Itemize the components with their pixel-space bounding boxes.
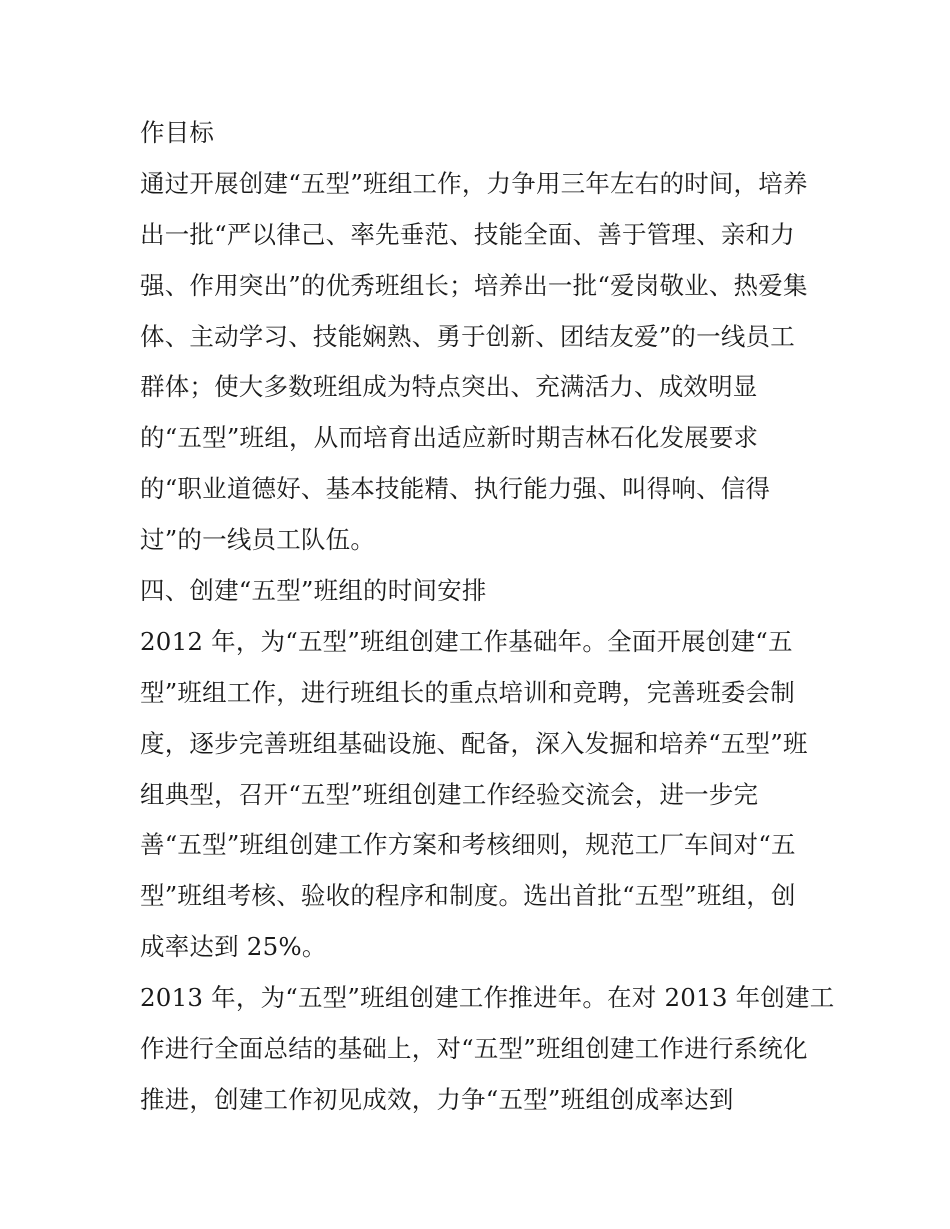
- text-line: 强、作用突出”的优秀班组长；培养出一批“爱岗敬业、热爱集: [140, 270, 808, 300]
- text-line: 2013 年，为“五型”班组创建工作推进年。在对 2013 年创建工: [140, 983, 835, 1013]
- text-line: 体、主动学习、技能娴熟、勇于创新、团结友爱”的一线员工: [140, 321, 795, 351]
- text-line: 通过开展创建“五型”班组工作，力争用三年左右的时间，培养: [140, 168, 808, 198]
- text-line: 群体；使大多数班组成为特点突出、充满活力、成效明显: [140, 372, 758, 402]
- text-line: 成率达到 25%。: [140, 932, 327, 962]
- text-line: 过”的一线员工队伍。: [140, 525, 376, 555]
- text-line: 组典型，召开“五型”班组创建工作经验交流会，进一步完: [140, 779, 759, 809]
- text-line: 度，逐步完善班组基础设施、配备，深入发掘和培养“五型”班: [140, 728, 808, 758]
- text-line: 型”班组考核、验收的程序和制度。选出首批“五型”班组，创: [140, 881, 796, 911]
- text-line: 推进，创建工作初见成效，力争“五型”班组创成率达到: [140, 1084, 734, 1114]
- text-line: 2012 年，为“五型”班组创建工作基础年。全面开展创建“五: [140, 626, 793, 656]
- text-line: 的“职业道德好、基本技能精、执行能力强、叫得响、信得: [140, 474, 771, 504]
- text-line: 型”班组工作，进行班组长的重点培训和竞聘，完善班委会制: [140, 677, 795, 707]
- document-body: [140, 108, 835, 1126]
- text-line: 作目标: [140, 118, 215, 147]
- text-line: 作进行全面总结的基础上，对“五型”班组创建工作进行系统化: [140, 1034, 808, 1064]
- text-line: 善“五型”班组创建工作方案和考核细则，规范工厂车间对“五: [140, 830, 796, 860]
- text-line: 出一批“严以律己、率先垂范、技能全面、善于管理、亲和力: [140, 219, 795, 249]
- section-heading: 四、创建“五型”班组的时间安排: [140, 576, 487, 606]
- text-line: 的“五型”班组，从而培育出适应新时期吉林石化发展要求: [140, 423, 759, 453]
